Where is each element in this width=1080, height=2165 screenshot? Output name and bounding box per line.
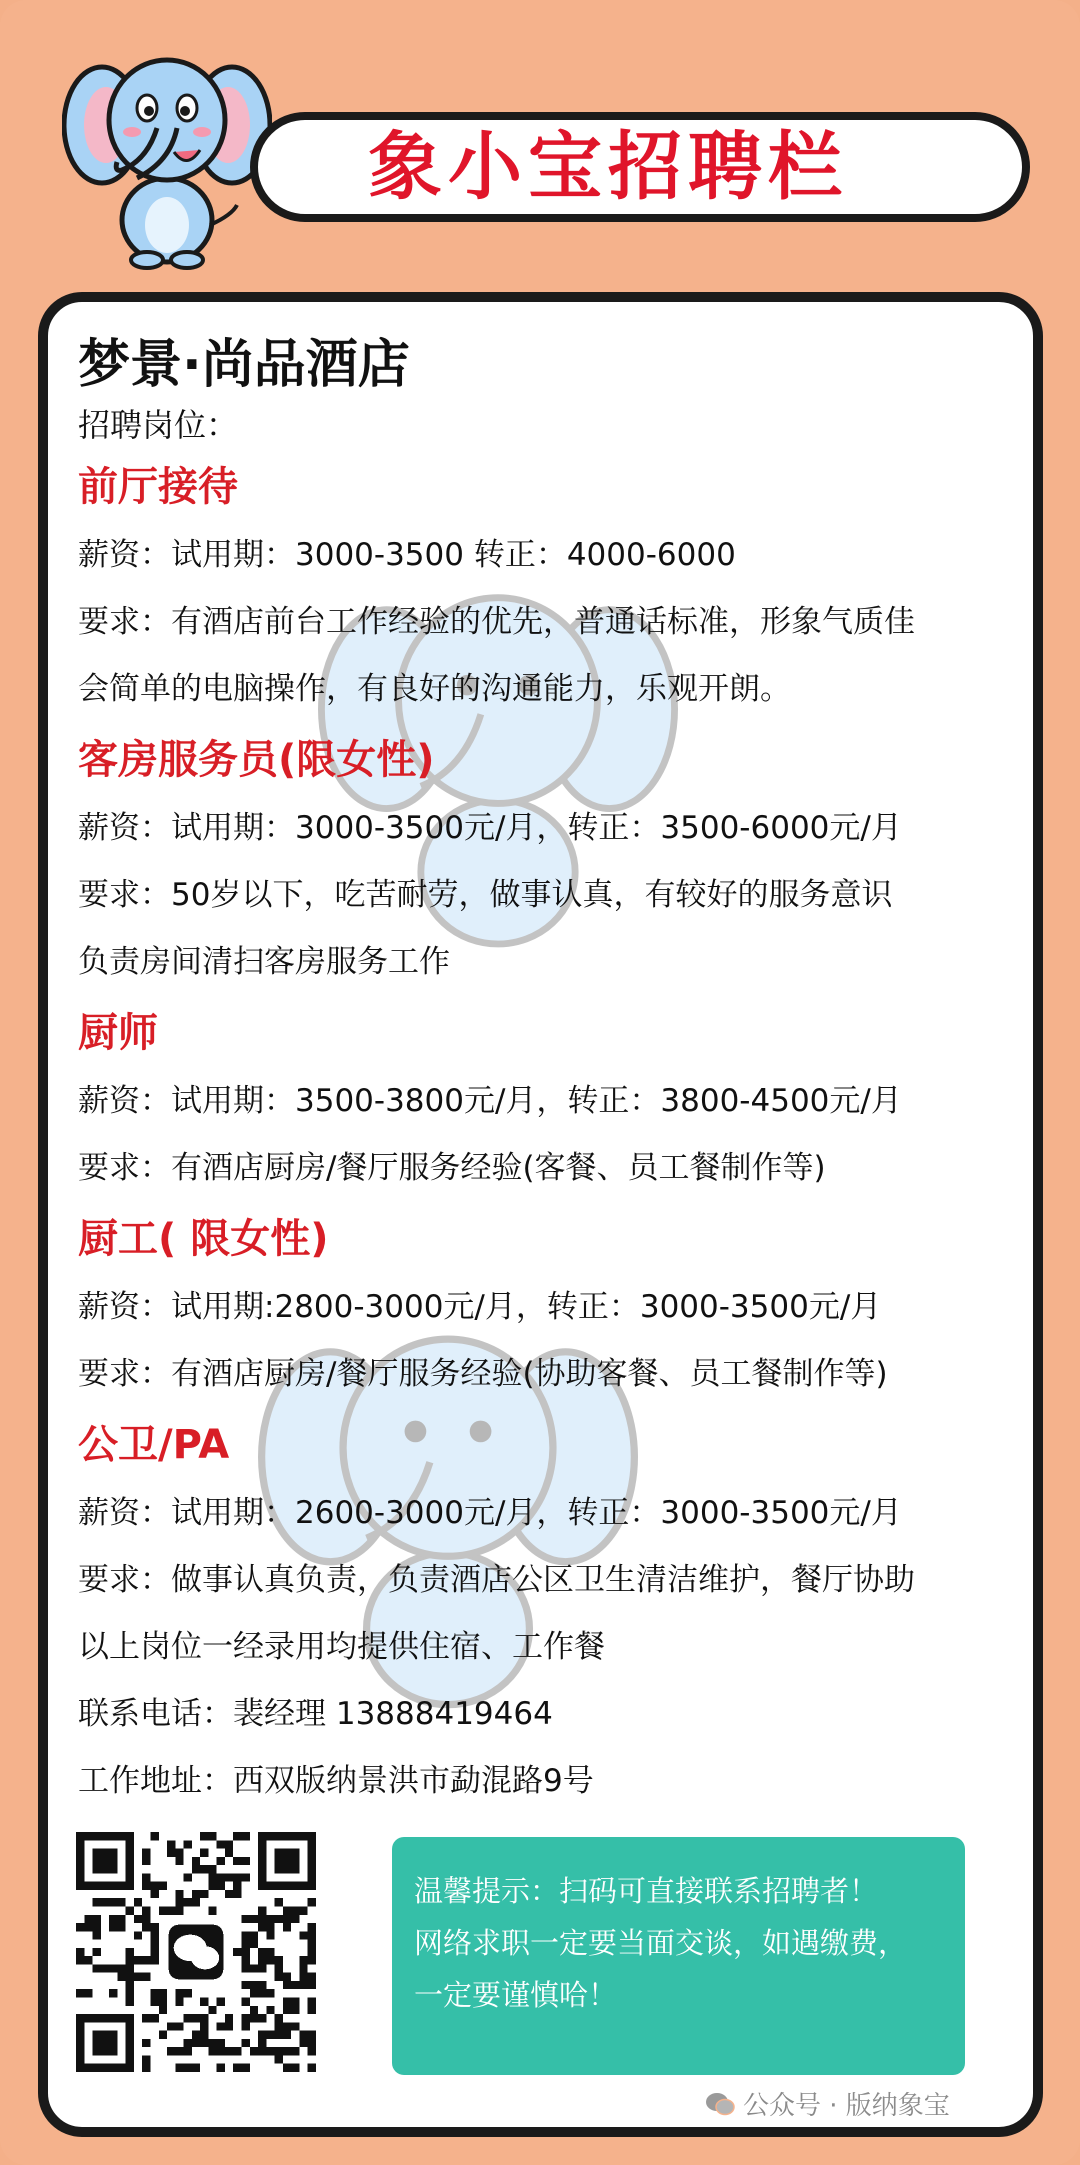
header-banner [250, 112, 1030, 222]
wechat-icon [705, 2091, 735, 2117]
wechat-icon [163, 1919, 229, 1985]
job-requirement: 会简单的电脑操作，有良好的沟通能力，乐观开朗。 [78, 671, 791, 707]
qr-code[interactable] [76, 1832, 316, 2072]
job-salary: 薪资：试用期：3000-3500元/月，转正：3500-6000元/月 [78, 810, 902, 846]
page-title: 象小宝招聘栏 [368, 124, 848, 210]
job-card [38, 292, 1043, 2137]
job-requirement: 要求：50岁以下，吃苦耐劳，做事认真，有较好的服务意识 [78, 877, 893, 913]
job-title: 客房服务员(限女性) [78, 737, 435, 783]
job-section-kitchen-helper [78, 1210, 1018, 1408]
contact-phone: 联系电话：裴经理 13888419464 [78, 1696, 553, 1732]
tip-line: 网络求职一定要当面交谈，如遇缴费， [414, 1926, 908, 1960]
job-requirement: 要求：有酒店厨房/餐厅服务经验(客餐、员工餐制作等) [78, 1150, 826, 1186]
benefits-note: 以上岗位一经录用均提供住宿、工作餐 [78, 1629, 605, 1665]
job-salary: 薪资：试用期：3000-3500 转正：4000-6000 [78, 537, 736, 573]
job-title: 厨师 [78, 1010, 158, 1056]
footer-text: 公众号 · 版纳象宝 [743, 2091, 950, 2121]
job-requirement: 要求：做事认真负责，负责酒店公区卫生清洁维护，餐厅协助 [78, 1562, 915, 1598]
job-title: 前厅接待 [78, 464, 238, 510]
positions-label: 招聘岗位： [78, 406, 239, 444]
tip-box [392, 1837, 965, 2075]
job-salary: 薪资：试用期：3500-3800元/月，转正：3800-4500元/月 [78, 1083, 902, 1119]
tip-line: 温馨提示：扫码可直接联系招聘者！ [414, 1874, 879, 1908]
job-content [78, 330, 1018, 1815]
job-salary: 薪资：试用期:2800-3000元/月，转正：3000-3500元/月 [78, 1289, 882, 1325]
hotel-name: 梦景·尚品酒店 [78, 335, 410, 395]
job-section-pa [78, 1416, 1018, 1614]
elephant-mascot-icon [62, 30, 272, 270]
job-salary: 薪资：试用期：2600-3000元/月，转正：3000-3500元/月 [78, 1495, 902, 1531]
job-section-reception [78, 458, 1018, 723]
footer-source [705, 2085, 950, 2122]
tip-line: 一定要谨慎哈！ [414, 1978, 618, 2012]
job-section-chef [78, 1004, 1018, 1202]
job-section-housekeeping [78, 731, 1018, 996]
job-requirement: 要求：有酒店厨房/餐厅服务经验(协助客餐、员工餐制作等) [78, 1356, 888, 1392]
job-title: 公卫/PA [78, 1422, 230, 1468]
work-address: 工作地址：西双版纳景洪市勐混路9号 [78, 1763, 594, 1799]
job-requirement: 要求：有酒店前台工作经验的优先，普通话标准，形象气质佳 [78, 604, 915, 640]
job-requirement: 负责房间清扫客房服务工作 [78, 944, 450, 980]
job-title: 厨工( 限女性) [78, 1216, 329, 1262]
